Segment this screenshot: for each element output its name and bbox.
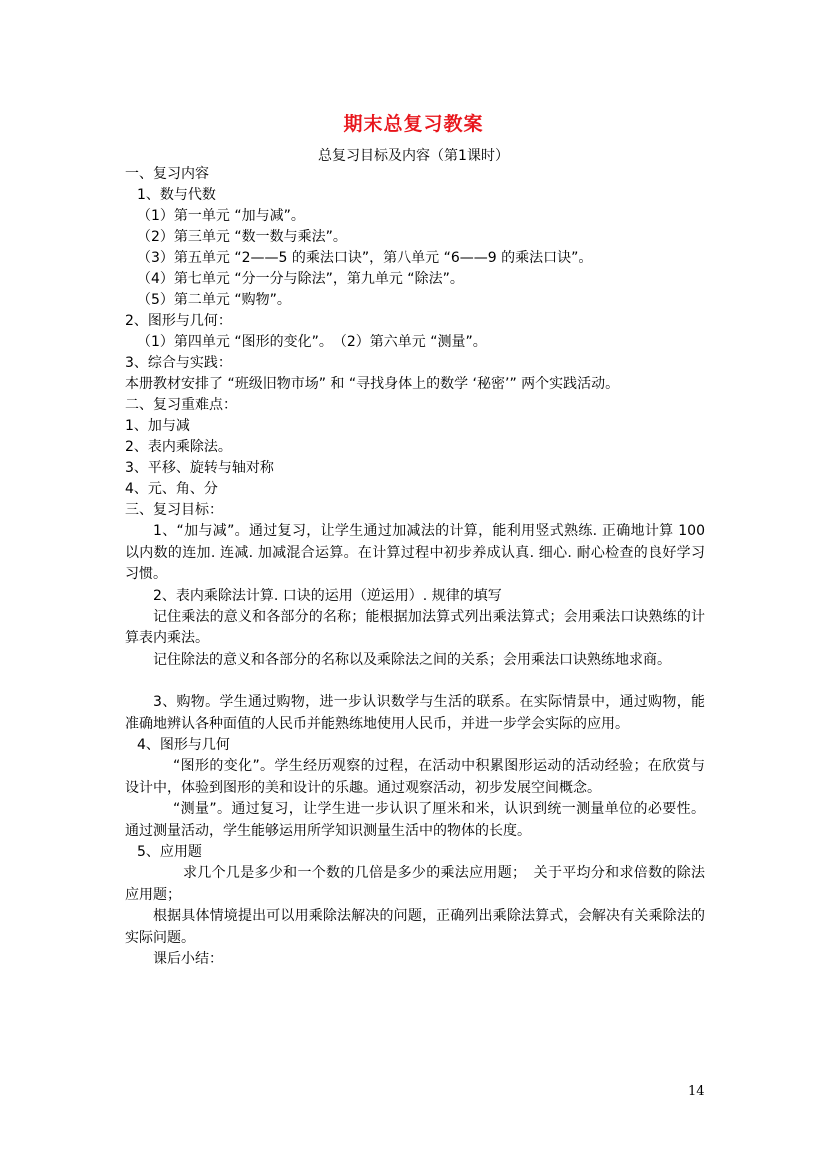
section-heading: 二、复习重难点：	[125, 397, 237, 413]
list-item: （2）第三单元 “数一数与乘法”。	[137, 229, 347, 245]
list-item: 1、加与减	[125, 418, 190, 434]
page-subtitle: 总复习目标及内容（第1课时）	[318, 148, 509, 164]
list-item: （4）第七单元 “分一分与除法”，第九单元 “除法”。	[137, 271, 464, 287]
list-item: （5）第二单元 “购物”。	[137, 292, 291, 308]
list-item: 2、表内乘除法。	[125, 439, 232, 455]
list-item: （1）第四单元 “图形的变化”。 （2）第六单元 “测量”。	[137, 334, 487, 350]
list-item: 4、元、角、分	[125, 481, 218, 497]
subsection-heading: 1、数与代数	[137, 187, 216, 203]
list-item: （1）第一单元 “加与减”。	[137, 208, 305, 224]
section-heading: 三、复习目标：	[125, 502, 223, 518]
paragraph: 1、“加与减”。通过复习，让学生通过加减法的计算，能利用竖式熟练. 正确地计算 100 以内数的连加. 连减. 加减混合运算。在计算过程中初步养成认真. 细心. 耐心检查的良好学习习惯。	[125, 523, 705, 582]
subsection-heading: 3、综合与实践：	[125, 355, 232, 371]
paragraph: 求几个几是多少和一个数的几倍是多少的乘法应用题； 关于平均分和求倍数的除法应用题；	[125, 865, 705, 903]
subsection-heading: 5、应用题	[137, 844, 202, 860]
summary-label: 课后小结：	[153, 951, 223, 967]
paragraph: 3、购物。学生通过购物，进一步认识数学与生活的联系。在实际情景中，通过购物，能准确地辨认各种面值的人民币并能熟练地使用人民币，并进一步学会实际的应用。	[125, 694, 705, 732]
blank-line	[125, 671, 705, 692]
subsection-heading: 2、图形与几何：	[125, 313, 232, 329]
paragraph: 根据具体情境提出可以用乘除法解决的问题，正确列出乘除法算式，会解决有关乘除法的实际问题。	[125, 908, 705, 946]
list-item: 3、平移、旋转与轴对称	[125, 460, 274, 476]
subsection-heading: 4、图形与几何	[137, 737, 230, 753]
subsection-heading: 2、表内乘除法计算. 口诀的运用（逆运用）. 规律的填写	[153, 587, 502, 604]
paragraph: “测量”。通过复习，让学生进一步认识了厘米和米，认识到统一测量单位的必要性。通过测量活动，学生能够运用所学知识测量生活中的物体的长度。	[125, 801, 705, 839]
paragraph: “图形的变化”。学生经历观察的过程，在活动中积累图形运动的活动经验；在欣赏与设计中，体验到图形的美和设计的乐趣。通过观察活动，初步发展空间概念。	[125, 758, 705, 796]
section-heading: 一、复习内容	[125, 166, 209, 182]
paragraph: 记住除法的意义和各部分的名称以及乘除法之间的关系；会用乘法口诀熟练地求商。	[153, 651, 671, 668]
document-body	[125, 164, 705, 970]
page-number: 14	[688, 1084, 705, 1099]
paragraph: 记住乘法的意义和各部分的名称；能根据加法算式列出乘法算式；会用乘法口诀熟练的计算表内乘法。	[125, 608, 705, 646]
paragraph: 本册教材安排了 “班级旧物市场” 和 “寻找身体上的数学 ‘秘密’” 两个实践活动。	[125, 376, 620, 392]
list-item: （3）第五单元 “2——5 的乘法口诀”，第八单元 “6——9 的乘法口诀”。	[137, 250, 593, 266]
page-title: 期末总复习教案	[343, 113, 484, 135]
